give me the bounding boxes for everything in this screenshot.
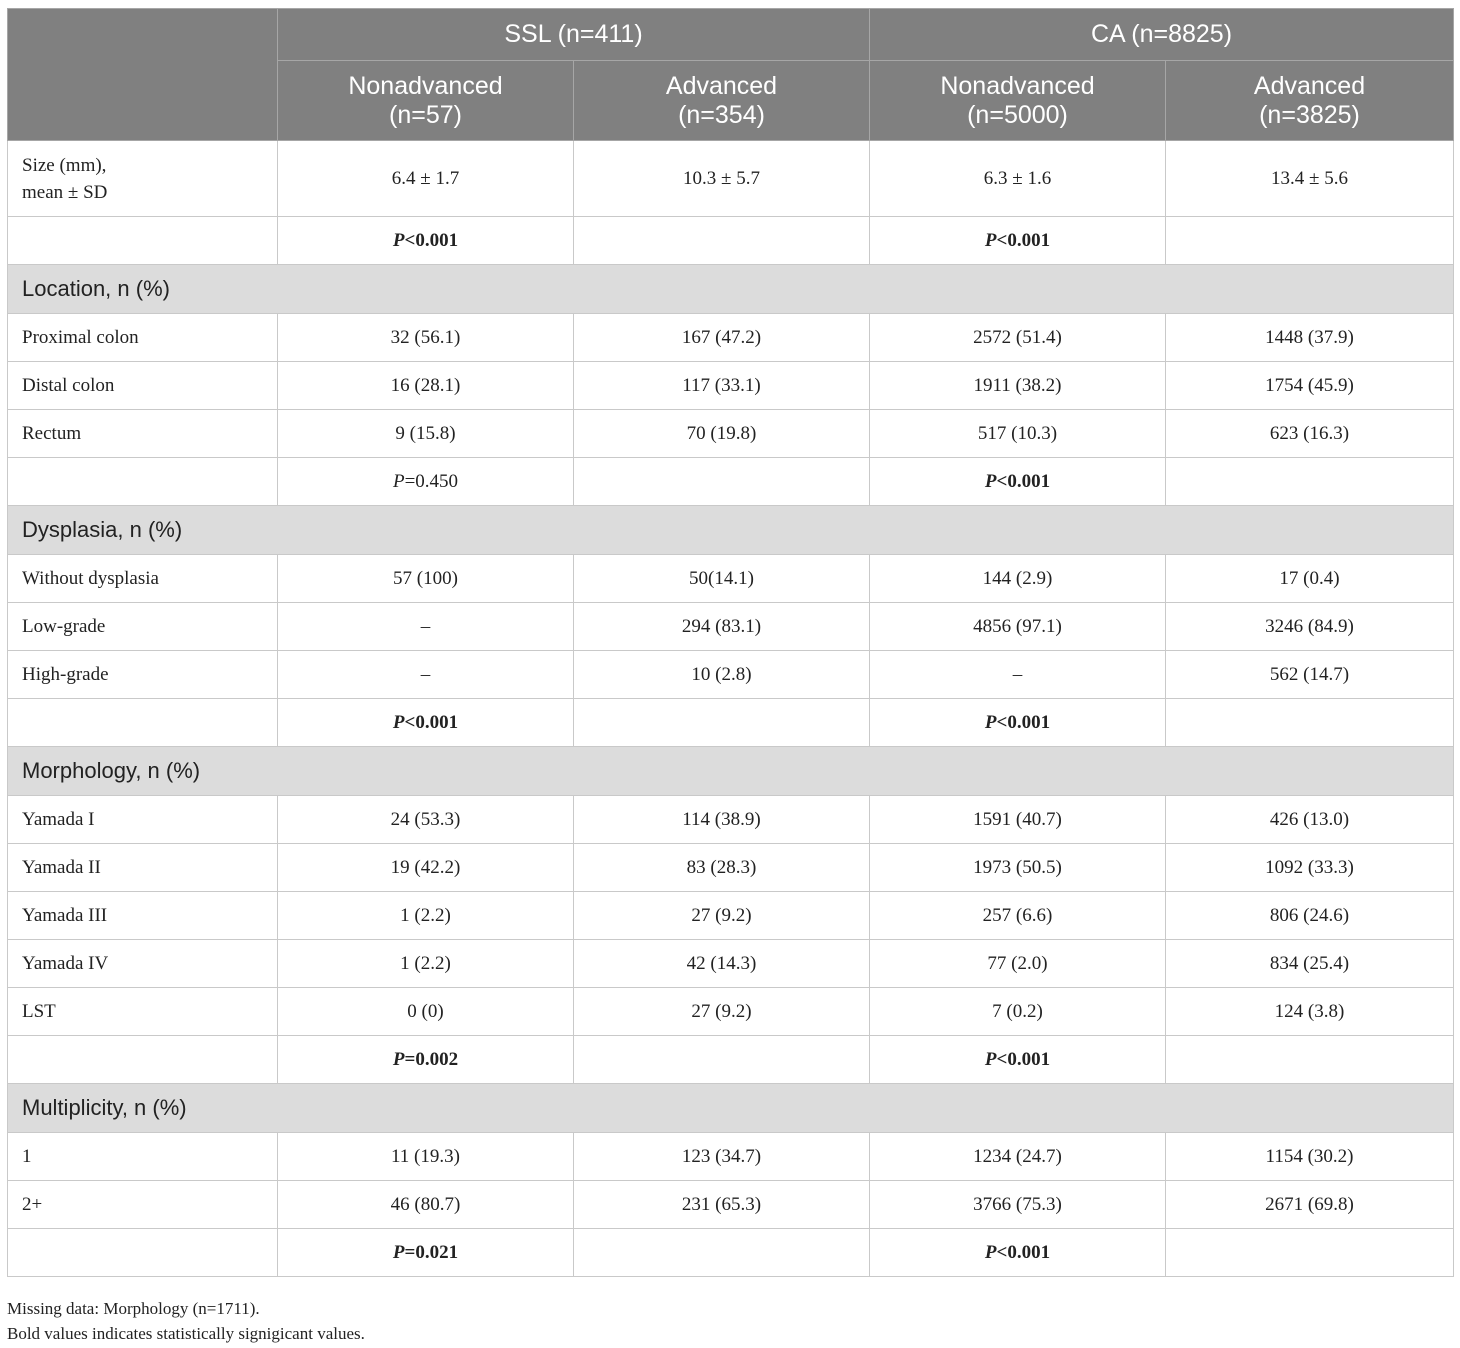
- p-value-ssl: P=0.021: [278, 1229, 574, 1277]
- table-cell: 10.3 ± 5.7: [574, 141, 870, 217]
- table-cell: –: [870, 651, 1166, 699]
- row-label: High-grade: [8, 651, 278, 699]
- header-ssl-nonadvanced: Nonadvanced (n=57): [278, 61, 574, 141]
- footnote-missing-data: Missing data: Morphology (n=1711).: [7, 1299, 260, 1318]
- empty-cell: [574, 1229, 870, 1277]
- table-row-pvalue: [8, 1036, 1454, 1084]
- table-cell: 32 (56.1): [278, 314, 574, 362]
- table-cell: 77 (2.0): [870, 940, 1166, 988]
- p-value-ssl: P=0.002: [278, 1036, 574, 1084]
- table-cell: 1092 (33.3): [1166, 844, 1454, 892]
- empty-cell: [1166, 1036, 1454, 1084]
- section-row-multiplicity: [8, 1084, 1454, 1133]
- table-cell: 562 (14.7): [1166, 651, 1454, 699]
- table-cell: 1154 (30.2): [1166, 1133, 1454, 1181]
- p-value-ca: P<0.001: [870, 699, 1166, 747]
- comparison-table: [7, 8, 1454, 1277]
- table-cell: 123 (34.7): [574, 1133, 870, 1181]
- table-cell: 70 (19.8): [574, 410, 870, 458]
- table-row: [8, 940, 1454, 988]
- section-title: Multiplicity, n (%): [8, 1084, 1454, 1133]
- table-cell: 3766 (75.3): [870, 1181, 1166, 1229]
- table-cell: 17 (0.4): [1166, 555, 1454, 603]
- table-cell: 124 (3.8): [1166, 988, 1454, 1036]
- table-cell: 9 (15.8): [278, 410, 574, 458]
- header-ssl-advanced: Advanced (n=354): [574, 61, 870, 141]
- empty-cell: [1166, 1229, 1454, 1277]
- table-cell: 42 (14.3): [574, 940, 870, 988]
- table-cell: 231 (65.3): [574, 1181, 870, 1229]
- p-value-ca: P<0.001: [870, 458, 1166, 506]
- p-value-ca: P<0.001: [870, 1036, 1166, 1084]
- table-cell: 426 (13.0): [1166, 796, 1454, 844]
- row-label: Yamada I: [8, 796, 278, 844]
- table-row-size: [8, 141, 1454, 217]
- table-cell: 19 (42.2): [278, 844, 574, 892]
- empty-cell: [1166, 217, 1454, 265]
- table-cell: 6.4 ± 1.7: [278, 141, 574, 217]
- table-cell: –: [278, 651, 574, 699]
- table-row: [8, 555, 1454, 603]
- table-cell: 7 (0.2): [870, 988, 1166, 1036]
- table-cell: 1 (2.2): [278, 892, 574, 940]
- row-label: Distal colon: [8, 362, 278, 410]
- row-label: Yamada II: [8, 844, 278, 892]
- empty-cell: [574, 458, 870, 506]
- table-cell: 1754 (45.9): [1166, 362, 1454, 410]
- p-value-ca: P<0.001: [870, 1229, 1166, 1277]
- header-group-ca: CA (n=8825): [870, 9, 1454, 61]
- table-cell: 117 (33.1): [574, 362, 870, 410]
- table-cell: 1448 (37.9): [1166, 314, 1454, 362]
- p-value-ssl: P=0.450: [278, 458, 574, 506]
- table-cell: 3246 (84.9): [1166, 603, 1454, 651]
- footnote-bold-values: Bold values indicates statistically signigicant values.: [7, 1324, 365, 1343]
- header-ca-nonadvanced: Nonadvanced (n=5000): [870, 61, 1166, 141]
- row-label: Proximal colon: [8, 314, 278, 362]
- table-row: [8, 651, 1454, 699]
- table-cell: 1234 (24.7): [870, 1133, 1166, 1181]
- table-row-pvalue: [8, 1229, 1454, 1277]
- p-value-ca: P<0.001: [870, 217, 1166, 265]
- section-title: Dysplasia, n (%): [8, 506, 1454, 555]
- table-cell: 1911 (38.2): [870, 362, 1166, 410]
- table-cell: 13.4 ± 5.6: [1166, 141, 1454, 217]
- table-cell: 167 (47.2): [574, 314, 870, 362]
- empty-cell: [574, 217, 870, 265]
- row-label: 2+: [8, 1181, 278, 1229]
- empty-cell: [1166, 699, 1454, 747]
- table-row: [8, 844, 1454, 892]
- row-label: LST: [8, 988, 278, 1036]
- row-label: Size (mm), mean ± SD: [8, 141, 278, 217]
- section-row-dysplasia: [8, 506, 1454, 555]
- table-cell: 517 (10.3): [870, 410, 1166, 458]
- table-cell: 10 (2.8): [574, 651, 870, 699]
- table-cell: 0 (0): [278, 988, 574, 1036]
- header-ca-advanced: Advanced (n=3825): [1166, 61, 1454, 141]
- table-cell: 6.3 ± 1.6: [870, 141, 1166, 217]
- row-label: Yamada III: [8, 892, 278, 940]
- section-title: Location, n (%): [8, 265, 1454, 314]
- table-cell: 2671 (69.8): [1166, 1181, 1454, 1229]
- table-cell: 27 (9.2): [574, 988, 870, 1036]
- table-cell: 623 (16.3): [1166, 410, 1454, 458]
- table-cell: 27 (9.2): [574, 892, 870, 940]
- table-cell: 83 (28.3): [574, 844, 870, 892]
- empty-cell: [574, 1036, 870, 1084]
- table-cell: 144 (2.9): [870, 555, 1166, 603]
- table-row-pvalue: [8, 217, 1454, 265]
- table-footnotes: [7, 1296, 365, 1346]
- table-cell: 4856 (97.1): [870, 603, 1166, 651]
- empty-cell: [8, 217, 278, 265]
- header-group-ssl: SSL (n=411): [278, 9, 870, 61]
- table-cell: 1 (2.2): [278, 940, 574, 988]
- section-row-location: [8, 265, 1454, 314]
- table-cell: 806 (24.6): [1166, 892, 1454, 940]
- table-cell: 57 (100): [278, 555, 574, 603]
- table-row: [8, 410, 1454, 458]
- table-row-pvalue: [8, 458, 1454, 506]
- table-cell: 1973 (50.5): [870, 844, 1166, 892]
- row-label: Low-grade: [8, 603, 278, 651]
- table-cell: 257 (6.6): [870, 892, 1166, 940]
- row-label: Rectum: [8, 410, 278, 458]
- empty-cell: [574, 699, 870, 747]
- row-label: 1: [8, 1133, 278, 1181]
- table-row: [8, 1133, 1454, 1181]
- table-cell: 294 (83.1): [574, 603, 870, 651]
- row-label: Without dysplasia: [8, 555, 278, 603]
- empty-cell: [8, 458, 278, 506]
- table-row: [8, 1181, 1454, 1229]
- table-row-pvalue: [8, 699, 1454, 747]
- p-value-ssl: P<0.001: [278, 699, 574, 747]
- row-label: Yamada IV: [8, 940, 278, 988]
- empty-cell: [8, 699, 278, 747]
- empty-cell: [8, 1229, 278, 1277]
- table-cell: 16 (28.1): [278, 362, 574, 410]
- empty-cell: [1166, 458, 1454, 506]
- table-cell: 834 (25.4): [1166, 940, 1454, 988]
- table-cell: 24 (53.3): [278, 796, 574, 844]
- empty-cell: [8, 1036, 278, 1084]
- table-row: [8, 892, 1454, 940]
- table-row: [8, 988, 1454, 1036]
- table-row: [8, 796, 1454, 844]
- table-cell: 50(14.1): [574, 555, 870, 603]
- section-row-morphology: [8, 747, 1454, 796]
- table-row: [8, 314, 1454, 362]
- table-row: [8, 603, 1454, 651]
- table-row: [8, 362, 1454, 410]
- header-empty-corner: [8, 9, 278, 141]
- table-cell: 114 (38.9): [574, 796, 870, 844]
- table-container: [7, 8, 1453, 1277]
- table-cell: –: [278, 603, 574, 651]
- table-cell: 46 (80.7): [278, 1181, 574, 1229]
- p-value-ssl: P<0.001: [278, 217, 574, 265]
- table-cell: 11 (19.3): [278, 1133, 574, 1181]
- table-cell: 1591 (40.7): [870, 796, 1166, 844]
- table-cell: 2572 (51.4): [870, 314, 1166, 362]
- section-title: Morphology, n (%): [8, 747, 1454, 796]
